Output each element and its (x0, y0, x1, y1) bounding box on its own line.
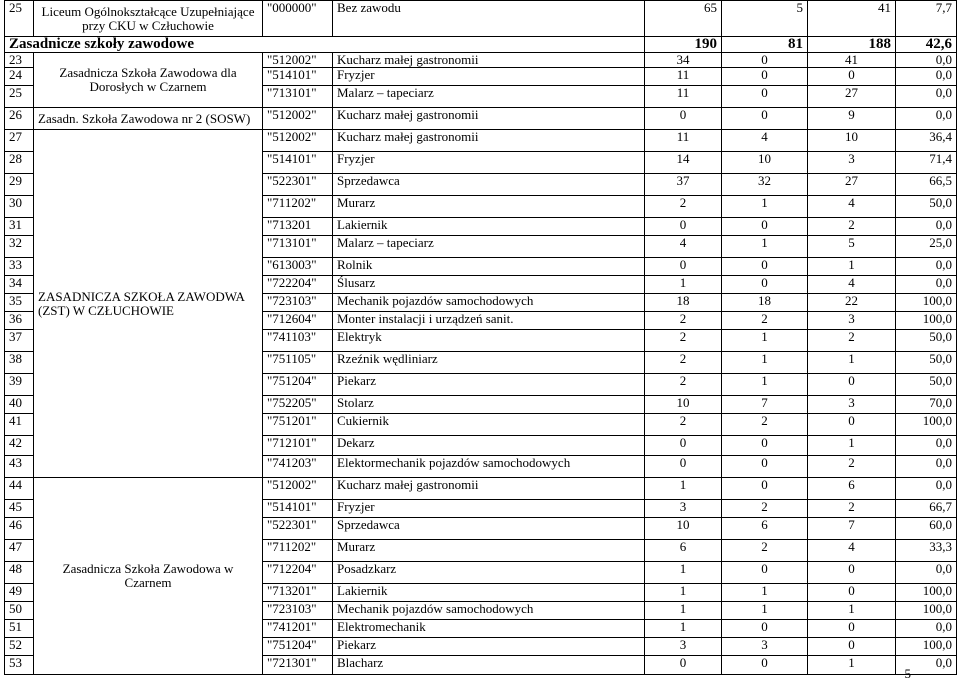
value-a: 2 (645, 312, 722, 330)
profession-name: Lakiernik (333, 218, 645, 236)
profession-name: Fryzjer (333, 500, 645, 518)
section-value-a: 190 (645, 37, 722, 53)
value-a: 2 (645, 414, 722, 436)
value-b: 18 (722, 294, 808, 312)
value-d: 66,5 (896, 174, 957, 196)
profession-code: "712204" (263, 562, 333, 584)
profession-name: Piekarz (333, 374, 645, 396)
school-name: Liceum Ogólnokształcące Uzupełniające przy CKU w Człuchowie (34, 1, 263, 37)
value-d: 71,4 (896, 152, 957, 174)
value-d: 100,0 (896, 602, 957, 620)
profession-name: Dekarz (333, 436, 645, 456)
value-c: 4 (808, 540, 896, 562)
table-row (5, 130, 957, 152)
value-c: 4 (808, 196, 896, 218)
profession-name: Elektryk (333, 330, 645, 352)
profession-code: "741201" (263, 620, 333, 638)
value-d: 100,0 (896, 312, 957, 330)
value-c: 2 (808, 456, 896, 478)
value-a: 11 (645, 68, 722, 86)
value-b: 2 (722, 414, 808, 436)
row-number: 53 (5, 656, 34, 675)
section-value-b: 81 (722, 37, 808, 53)
profession-code: "512002" (263, 108, 333, 130)
value-d: 33,3 (896, 540, 957, 562)
value-d: 0,0 (896, 53, 957, 68)
profession-code: "723103" (263, 602, 333, 620)
value-b: 0 (722, 620, 808, 638)
value-c: 1 (808, 258, 896, 276)
value-b: 2 (722, 312, 808, 330)
value-c: 3 (808, 152, 896, 174)
row-number: 25 (5, 1, 34, 37)
value-a: 2 (645, 374, 722, 396)
value-a: 10 (645, 518, 722, 540)
value-a: 1 (645, 562, 722, 584)
section-value-c: 188 (808, 37, 896, 53)
profession-code: "514101" (263, 152, 333, 174)
profession-name: Piekarz (333, 638, 645, 656)
profession-code: "512002" (263, 130, 333, 152)
row-number: 39 (5, 374, 34, 396)
value-a: 1 (645, 276, 722, 294)
value-c: 1 (808, 602, 896, 620)
table-row (5, 1, 957, 37)
value-b: 1 (722, 374, 808, 396)
profession-name: Blacharz (333, 656, 645, 675)
value-c: 10 (808, 130, 896, 152)
value-b: 2 (722, 500, 808, 518)
value-d: 100,0 (896, 294, 957, 312)
value-c: 0 (808, 68, 896, 86)
value-a: 10 (645, 396, 722, 414)
table-row (5, 108, 957, 130)
profession-name: Cukiernik (333, 414, 645, 436)
profession-code: "514101" (263, 68, 333, 86)
value-b: 1 (722, 584, 808, 602)
profession-name: Sprzedawca (333, 518, 645, 540)
value-d: 0,0 (896, 562, 957, 584)
value-c: 3 (808, 312, 896, 330)
profession-code: "712604" (263, 312, 333, 330)
profession-code: "000000" (263, 1, 333, 37)
value-a: 1 (645, 584, 722, 602)
profession-code: "613003" (263, 258, 333, 276)
value-d: 0,0 (896, 436, 957, 456)
value-b: 0 (722, 562, 808, 584)
school-name: Zasadnicza Szkoła Zawodowa dla Dorosłych w Czarnem (34, 53, 263, 108)
value-d: 100,0 (896, 414, 957, 436)
row-number: 30 (5, 196, 34, 218)
profession-name: Ślusarz (333, 276, 645, 294)
profession-code: "512002" (263, 53, 333, 68)
profession-name: Malarz – tapeciarz (333, 86, 645, 108)
value-a: 0 (645, 258, 722, 276)
value-b: 0 (722, 276, 808, 294)
profession-code: "514101" (263, 500, 333, 518)
value-a: 2 (645, 352, 722, 374)
value-b: 0 (722, 456, 808, 478)
profession-name: Mechanik pojazdów samochodowych (333, 602, 645, 620)
row-number: 23 (5, 53, 34, 68)
value-c: 27 (808, 174, 896, 196)
value-c: 2 (808, 330, 896, 352)
profession-code: "722204" (263, 276, 333, 294)
row-number: 28 (5, 152, 34, 174)
value-a: 6 (645, 540, 722, 562)
value-a: 1 (645, 602, 722, 620)
section-value-d: 42,6 (896, 37, 957, 53)
value-b: 0 (722, 53, 808, 68)
profession-code: "741203" (263, 456, 333, 478)
row-number: 46 (5, 518, 34, 540)
value-d: 60,0 (896, 518, 957, 540)
profession-name: Murarz (333, 196, 645, 218)
row-number: 31 (5, 218, 34, 236)
profession-name: Stolarz (333, 396, 645, 414)
profession-name: Sprzedawca (333, 174, 645, 196)
value-a: 18 (645, 294, 722, 312)
value-b: 5 (722, 1, 808, 37)
value-c: 0 (808, 584, 896, 602)
value-d: 100,0 (896, 638, 957, 656)
value-b: 3 (722, 638, 808, 656)
value-a: 1 (645, 478, 722, 500)
row-number: 32 (5, 236, 34, 258)
value-c: 9 (808, 108, 896, 130)
row-number: 45 (5, 500, 34, 518)
row-number: 26 (5, 108, 34, 130)
value-c: 41 (808, 53, 896, 68)
value-a: 14 (645, 152, 722, 174)
profession-code: "751105" (263, 352, 333, 374)
value-c: 0 (808, 374, 896, 396)
profession-code: "713101" (263, 236, 333, 258)
value-b: 1 (722, 196, 808, 218)
value-a: 0 (645, 656, 722, 675)
value-d: 100,0 (896, 584, 957, 602)
school-name: Zasadnicza Szkoła Zawodowa w Czarnem (34, 478, 263, 675)
value-a: 3 (645, 638, 722, 656)
value-c: 27 (808, 86, 896, 108)
row-number: 52 (5, 638, 34, 656)
school-professions-table (4, 0, 957, 675)
row-number: 40 (5, 396, 34, 414)
value-b: 2 (722, 540, 808, 562)
value-c: 22 (808, 294, 896, 312)
value-d: 50,0 (896, 374, 957, 396)
row-number: 41 (5, 414, 34, 436)
profession-name: Lakiernik (333, 584, 645, 602)
profession-name: Elektromechanik (333, 620, 645, 638)
value-d: 0,0 (896, 108, 957, 130)
value-d: 50,0 (896, 352, 957, 374)
row-number: 51 (5, 620, 34, 638)
profession-code: "751204" (263, 374, 333, 396)
profession-code: "522301" (263, 518, 333, 540)
row-number: 43 (5, 456, 34, 478)
value-d: 0,0 (896, 478, 957, 500)
row-number: 38 (5, 352, 34, 374)
value-a: 2 (645, 196, 722, 218)
profession-code: "723103" (263, 294, 333, 312)
profession-name: Fryzjer (333, 152, 645, 174)
profession-name: Fryzjer (333, 68, 645, 86)
profession-name: Posadzkarz (333, 562, 645, 584)
value-a: 34 (645, 53, 722, 68)
profession-name: Murarz (333, 540, 645, 562)
profession-name: Bez zawodu (333, 1, 645, 37)
value-d: 0,0 (896, 68, 957, 86)
profession-code: "751204" (263, 638, 333, 656)
value-a: 0 (645, 436, 722, 456)
value-c: 6 (808, 478, 896, 500)
profession-code: "751201" (263, 414, 333, 436)
value-b: 0 (722, 656, 808, 675)
value-c: 2 (808, 218, 896, 236)
table-row (5, 53, 957, 68)
row-number: 47 (5, 540, 34, 562)
profession-name: Rolnik (333, 258, 645, 276)
profession-code: "711202" (263, 540, 333, 562)
value-a: 11 (645, 86, 722, 108)
value-a: 0 (645, 456, 722, 478)
value-d: 50,0 (896, 330, 957, 352)
value-b: 0 (722, 218, 808, 236)
profession-name: Mechanik pojazdów samochodowych (333, 294, 645, 312)
value-c: 1 (808, 436, 896, 456)
value-b: 32 (722, 174, 808, 196)
profession-code: "713201" (263, 584, 333, 602)
value-a: 4 (645, 236, 722, 258)
profession-code: "721301" (263, 656, 333, 675)
row-number: 25 (5, 86, 34, 108)
section-title: Zasadnicze szkoły zawodowe (5, 37, 645, 53)
value-d: 0,0 (896, 218, 957, 236)
value-b: 1 (722, 352, 808, 374)
profession-code: "522301" (263, 174, 333, 196)
row-number: 29 (5, 174, 34, 196)
row-number: 48 (5, 562, 34, 584)
value-b: 0 (722, 258, 808, 276)
value-d: 7,7 (896, 1, 957, 37)
value-c: 2 (808, 500, 896, 518)
value-b: 7 (722, 396, 808, 414)
profession-name: Malarz – tapeciarz (333, 236, 645, 258)
value-d: 50,0 (896, 196, 957, 218)
profession-name: Monter instalacji i urządzeń sanit. (333, 312, 645, 330)
value-a: 3 (645, 500, 722, 518)
value-c: 0 (808, 638, 896, 656)
value-d: 0,0 (896, 86, 957, 108)
value-d: 36,4 (896, 130, 957, 152)
row-number: 37 (5, 330, 34, 352)
page-number: 5 (904, 666, 911, 681)
value-a: 11 (645, 130, 722, 152)
value-c: 41 (808, 1, 896, 37)
value-b: 0 (722, 68, 808, 86)
value-b: 0 (722, 478, 808, 500)
value-b: 0 (722, 86, 808, 108)
value-d: 0,0 (896, 258, 957, 276)
value-c: 0 (808, 562, 896, 584)
value-c: 0 (808, 414, 896, 436)
value-c: 1 (808, 352, 896, 374)
value-b: 4 (722, 130, 808, 152)
profession-name: Kucharz małej gastronomii (333, 53, 645, 68)
row-number: 33 (5, 258, 34, 276)
profession-code: "741103" (263, 330, 333, 352)
value-b: 1 (722, 330, 808, 352)
value-d: 0,0 (896, 456, 957, 478)
school-name: Zasadn. Szkoła Zawodowa nr 2 (SOSW) (34, 108, 263, 130)
value-c: 7 (808, 518, 896, 540)
value-d: 0,0 (896, 656, 957, 675)
row-number: 36 (5, 312, 34, 330)
section-row (5, 37, 957, 53)
row-number: 42 (5, 436, 34, 456)
value-c: 4 (808, 276, 896, 294)
profession-name: Elektormechanik pojazdów samochodowych (333, 456, 645, 478)
row-number: 50 (5, 602, 34, 620)
profession-name: Kucharz małej gastronomii (333, 478, 645, 500)
value-a: 0 (645, 108, 722, 130)
profession-name: Rzeźnik wędliniarz (333, 352, 645, 374)
value-a: 2 (645, 330, 722, 352)
value-d: 0,0 (896, 620, 957, 638)
value-d: 25,0 (896, 236, 957, 258)
row-number: 44 (5, 478, 34, 500)
value-c: 1 (808, 656, 896, 675)
profession-name: Kucharz małej gastronomii (333, 108, 645, 130)
profession-code: "512002" (263, 478, 333, 500)
profession-code: "712101" (263, 436, 333, 456)
row-number: 24 (5, 68, 34, 86)
profession-code: "711202" (263, 196, 333, 218)
value-b: 1 (722, 602, 808, 620)
profession-name: Kucharz małej gastronomii (333, 130, 645, 152)
value-b: 6 (722, 518, 808, 540)
value-b: 10 (722, 152, 808, 174)
value-d: 0,0 (896, 276, 957, 294)
value-b: 0 (722, 436, 808, 456)
row-number: 27 (5, 130, 34, 152)
value-b: 1 (722, 236, 808, 258)
row-number: 35 (5, 294, 34, 312)
value-c: 3 (808, 396, 896, 414)
value-d: 70,0 (896, 396, 957, 414)
profession-code: "752205" (263, 396, 333, 414)
value-a: 37 (645, 174, 722, 196)
school-name: ZASADNICZA SZKOŁA ZAWODWA (ZST) W CZŁUCHOWIE (34, 130, 263, 478)
profession-code: "713101" (263, 86, 333, 108)
profession-code: "713201 (263, 218, 333, 236)
table-row (5, 478, 957, 500)
row-number: 49 (5, 584, 34, 602)
value-a: 65 (645, 1, 722, 37)
value-c: 0 (808, 620, 896, 638)
value-a: 1 (645, 620, 722, 638)
value-c: 5 (808, 236, 896, 258)
row-number: 34 (5, 276, 34, 294)
value-a: 0 (645, 218, 722, 236)
value-d: 66,7 (896, 500, 957, 518)
value-b: 0 (722, 108, 808, 130)
